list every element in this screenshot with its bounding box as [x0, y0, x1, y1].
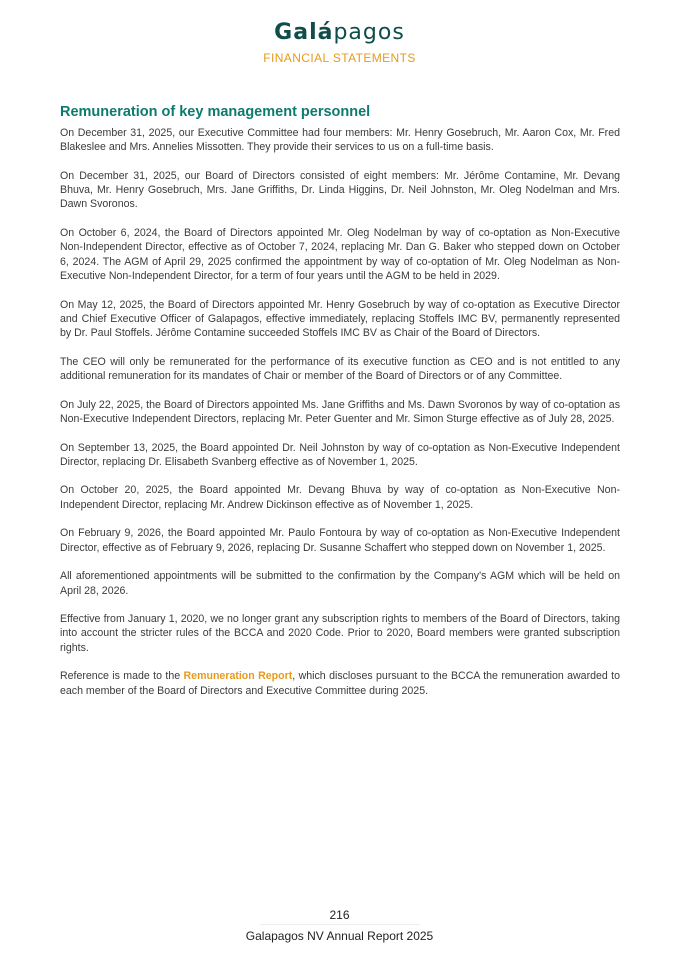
paragraph: All aforementioned appointments will be submitted to the confirmation by the Company's AGM which will be held on April 28, 2026. [60, 570, 620, 597]
reference-paragraph [60, 669, 620, 698]
footer-divider [260, 924, 420, 925]
paragraph: On October 20, 2025, the Board appointed Mr. Devang Bhuva by way of co-optation as Non-Executive Non-Independent Director, replacing Mr. Andrew Dickinson effective as of November 1, 2025. [60, 484, 620, 511]
paragraph: The CEO will only be remunerated for the performance of its executive function as CEO and is not entitled to any additional remuneration for its mandates of Chair or member of the Board of Directors or of any Committee. [60, 355, 620, 383]
logo-bold-text: Galá [274, 20, 334, 45]
paragraph: On February 9, 2026, the Board appointed Mr. Paulo Fontoura by way of co-optation as Non-Executive Independent Director, effective as of February 9, 2026, replacing Dr. Susanne Schaffert who stepped down on November 1, 2025. [60, 527, 620, 554]
galapagos-logo [0, 20, 679, 46]
reference-text-before: Reference is made to the [60, 670, 184, 683]
paragraph: Effective from January 1, 2020, we no longer grant any subscription rights to members of the Board of Directors, taking into account the stricter rules of the BCCA and 2020 Code. Prior to 2020, Board members were granted subscription rights. [60, 613, 620, 654]
section-subtitle: FINANCIAL STATEMENTS [263, 51, 416, 65]
reference-text-after: , which discloses pursuant to the BCCA the remuneration awarded to each member of the Board of Directors and Executive Committee during 2025. [60, 670, 620, 697]
report-name: Galapagos NV Annual Report 2025 [245, 929, 434, 943]
logo-light-text: pagos [333, 20, 405, 45]
paragraph: On September 13, 2025, the Board appointed Dr. Neil Johnston by way of co-optation as Non-Executive Independent Director, replacing Dr. Elisabeth Svanberg effective as of November 1, 2025. [60, 441, 620, 468]
paragraph: On October 6, 2024, the Board of Directors appointed Mr. Oleg Nodelman by way of co-optation as Non-Executive Non-Independent Director, effective as of October 7, 2024, replacing Mr. Dan G. Baker who stepped down on October 6, 2024. The AGM of April 29, 2025 confirmed the appointment by way of co-optation of Mr. Oleg Nodelman as Non-Executive Non-Independent Director, for a term of four years until the AGM to be held in 2029. [60, 227, 620, 282]
section-title: Remuneration of key management personnel [60, 104, 371, 120]
page-number: 216 [329, 908, 350, 922]
page-footer [0, 908, 679, 943]
main-content [60, 104, 620, 712]
paragraph: On December 31, 2025, our Executive Committee had four members: Mr. Henry Gosebruch, Mr. Aaron Cox, Mr. Fred Blakeslee and Mrs. Annelies Missotten. They provide their services to us on a full-time basis. [60, 127, 620, 154]
paragraph: On December 31, 2025, our Board of Directors consisted of eight members: Mr. Jérôme Contamine, Mr. Devang Bhuva, Mr. Henry Gosebruch, Mrs. Jane Griffiths, Dr. Linda Higgins, Dr. Neil Johnston, Mr. Oleg Nodelman and Mrs. Dawn Svoronos. [60, 169, 620, 211]
remuneration-report-link[interactable]: Remuneration Report [183, 670, 293, 683]
paragraph: On July 22, 2025, the Board of Directors appointed Ms. Jane Griffiths and Ms. Dawn Svoronos by way of co-optation as Non-Executive Independent Directors, replacing Mr. Peter Guenter and Mr. Simon Sturge effective as of July 28, 2025. [60, 398, 620, 425]
paragraph: On May 12, 2025, the Board of Directors appointed Mr. Henry Gosebruch by way of co-optation as Executive Director and Chief Executive Officer of Galapagos, effective immediately, replacing Stoffels IMC BV, permanently represented by Dr. Paul Stoffels. Jérôme Contamine succeeded Stoffels IMC BV as Chair of the Board of Directors. [60, 298, 620, 340]
page-header [0, 20, 679, 65]
